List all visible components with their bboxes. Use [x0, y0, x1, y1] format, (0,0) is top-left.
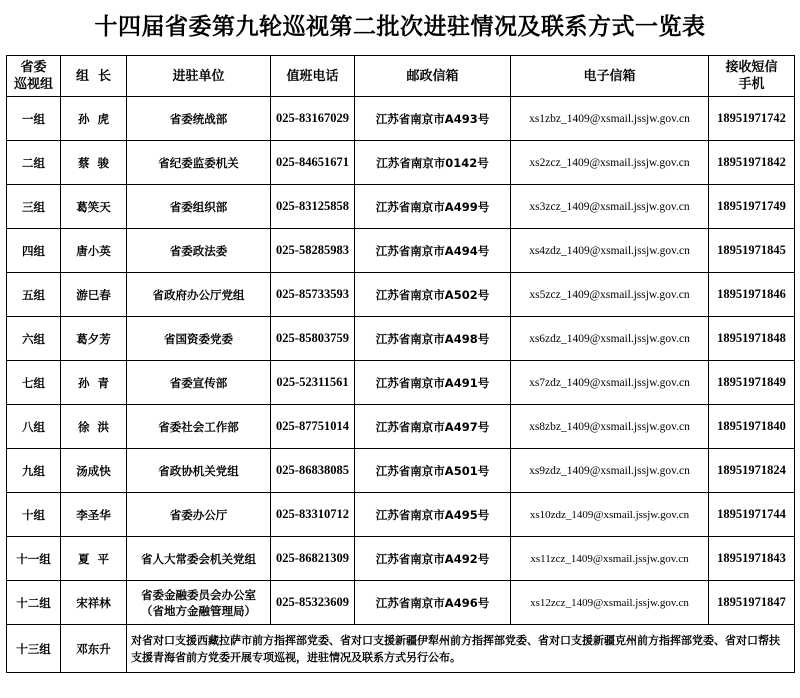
postal-box-cell: 江苏省南京市0142号 — [355, 141, 511, 185]
postal-box-cell: 江苏省南京市A502号 — [355, 273, 511, 317]
mobile-cell: 18951971840 — [709, 405, 795, 449]
postal-box-cell: 江苏省南京市A494号 — [355, 229, 511, 273]
header-group — [7, 56, 61, 97]
phone-cell: 025-85323609 — [271, 581, 355, 625]
table-row — [7, 537, 795, 581]
postal-box-cell: 江苏省南京市A498号 — [355, 317, 511, 361]
table-row — [7, 273, 795, 317]
unit-cell: 省委组织部 — [127, 185, 271, 229]
group-cell: 十一组 — [7, 537, 61, 581]
group-cell: 七组 — [7, 361, 61, 405]
group-cell: 十组 — [7, 493, 61, 537]
mobile-cell: 18951971842 — [709, 141, 795, 185]
phone-cell: 025-85803759 — [271, 317, 355, 361]
header-group-line2: 巡视组 — [13, 77, 53, 92]
postal-box-cell: 江苏省南京市A499号 — [355, 185, 511, 229]
postal-box-cell: 江苏省南京市A491号 — [355, 361, 511, 405]
table-row — [7, 229, 795, 273]
email-cell: xs4zdz_1409@xsmail.jssjw.gov.cn — [511, 229, 709, 273]
group-cell: 八组 — [7, 405, 61, 449]
table-row — [7, 185, 795, 229]
table-body — [7, 97, 795, 673]
header-email: 电子信箱 — [511, 56, 709, 97]
leader-cell: 宋祥林 — [61, 581, 127, 625]
unit-line-2: （省地方金融管理局） — [141, 603, 256, 618]
mobile-cell: 18951971742 — [709, 97, 795, 141]
table-row — [7, 141, 795, 185]
table-row — [7, 625, 795, 673]
table-row — [7, 97, 795, 141]
table-row — [7, 361, 795, 405]
phone-cell: 025-83310712 — [271, 493, 355, 537]
unit-cell: 省委政法委 — [127, 229, 271, 273]
email-cell: xs9zdz_1409@xsmail.jssjw.gov.cn — [511, 449, 709, 493]
note-cell: 对省对口支援西藏拉萨市前方指挥部党委、省对口支援新疆伊犁州前方指挥部党委、省对口支援新疆克州前方指挥部党委、省对口帮扶支援青海省前方党委开展专项巡视，进驻情况及联系方式另行公布。 — [127, 625, 795, 673]
email-cell: xs5zcz_1409@xsmail.jssjw.gov.cn — [511, 273, 709, 317]
unit-cell: 省委社会工作部 — [127, 405, 271, 449]
leader-cell: 李圣华 — [61, 493, 127, 537]
postal-box-cell: 江苏省南京市A495号 — [355, 493, 511, 537]
unit-cell: 省国资委党委 — [127, 317, 271, 361]
email-cell: xs10zdz_1409@xsmail.jssjw.gov.cn — [511, 493, 709, 537]
phone-cell: 025-83125858 — [271, 185, 355, 229]
table-row — [7, 449, 795, 493]
mobile-cell: 18951971845 — [709, 229, 795, 273]
phone-cell: 025-86838085 — [271, 449, 355, 493]
header-leader: 组 长 — [61, 56, 127, 97]
header-unit: 进驻单位 — [127, 56, 271, 97]
group-cell: 十三组 — [7, 625, 61, 673]
header-group-line1: 省委 — [20, 60, 47, 75]
mobile-cell: 18951971848 — [709, 317, 795, 361]
unit-cell: 省政府办公厅党组 — [127, 273, 271, 317]
header-sms-line1: 接收短信 — [725, 60, 778, 75]
table-row — [7, 317, 795, 361]
mobile-cell: 18951971824 — [709, 449, 795, 493]
email-cell: xs11zcz_1409@xsmail.jssjw.gov.cn — [511, 537, 709, 581]
postal-box-cell: 江苏省南京市A496号 — [355, 581, 511, 625]
unit-cell: 省委统战部 — [127, 97, 271, 141]
group-cell: 三组 — [7, 185, 61, 229]
table-row — [7, 405, 795, 449]
leader-cell: 邓东升 — [61, 625, 127, 673]
header-sms-line2: 手机 — [738, 77, 765, 92]
email-cell: xs3zcz_1409@xsmail.jssjw.gov.cn — [511, 185, 709, 229]
email-cell: xs2zcz_1409@xsmail.jssjw.gov.cn — [511, 141, 709, 185]
group-cell: 二组 — [7, 141, 61, 185]
email-cell: xs7zdz_1409@xsmail.jssjw.gov.cn — [511, 361, 709, 405]
table-row — [7, 581, 795, 625]
leader-cell: 葛笑天 — [61, 185, 127, 229]
phone-cell: 025-87751014 — [271, 405, 355, 449]
leader-cell: 葛夕芳 — [61, 317, 127, 361]
postal-box-cell: 江苏省南京市A501号 — [355, 449, 511, 493]
phone-cell: 025-58285983 — [271, 229, 355, 273]
table-row — [7, 493, 795, 537]
header-row — [7, 56, 795, 97]
leader-cell: 夏 平 — [61, 537, 127, 581]
leader-cell: 孙 青 — [61, 361, 127, 405]
mobile-cell: 18951971744 — [709, 493, 795, 537]
email-cell: xs8zbz_1409@xsmail.jssjw.gov.cn — [511, 405, 709, 449]
contact-table — [6, 55, 795, 673]
group-cell: 五组 — [7, 273, 61, 317]
group-cell: 一组 — [7, 97, 61, 141]
phone-cell: 025-86821309 — [271, 537, 355, 581]
leader-cell: 蔡 骏 — [61, 141, 127, 185]
group-cell: 四组 — [7, 229, 61, 273]
mobile-cell: 18951971846 — [709, 273, 795, 317]
phone-cell: 025-84651671 — [271, 141, 355, 185]
email-cell: xs12zcz_1409@xsmail.jssjw.gov.cn — [511, 581, 709, 625]
unit-line-1: 省委金融委员会办公室 — [141, 587, 256, 602]
leader-cell: 汤成快 — [61, 449, 127, 493]
unit-cell: 省政协机关党组 — [127, 449, 271, 493]
unit-cell: 省委宣传部 — [127, 361, 271, 405]
header-postal-box: 邮政信箱 — [355, 56, 511, 97]
document-title: 十四届省委第九轮巡视第二批次进驻情况及联系方式一览表 — [94, 14, 706, 40]
group-cell: 九组 — [7, 449, 61, 493]
phone-cell: 025-85733593 — [271, 273, 355, 317]
group-cell: 六组 — [7, 317, 61, 361]
postal-box-cell: 江苏省南京市A493号 — [355, 97, 511, 141]
email-cell: xs1zbz_1409@xsmail.jssjw.gov.cn — [511, 97, 709, 141]
leader-cell: 孙 虎 — [61, 97, 127, 141]
unit-cell: 省委办公厅 — [127, 493, 271, 537]
leader-cell: 唐小英 — [61, 229, 127, 273]
unit-cell: 省人大常委会机关党组 — [127, 537, 271, 581]
phone-cell: 025-52311561 — [271, 361, 355, 405]
postal-box-cell: 江苏省南京市A497号 — [355, 405, 511, 449]
phone-cell: 025-83167029 — [271, 97, 355, 141]
leader-cell: 游巳春 — [61, 273, 127, 317]
mobile-cell: 18951971847 — [709, 581, 795, 625]
header-duty-phone: 值班电话 — [271, 56, 355, 97]
mobile-cell: 18951971849 — [709, 361, 795, 405]
mobile-cell: 18951971843 — [709, 537, 795, 581]
unit-cell — [127, 581, 271, 625]
mobile-cell: 18951971749 — [709, 185, 795, 229]
group-cell: 十二组 — [7, 581, 61, 625]
unit-cell: 省纪委监委机关 — [127, 141, 271, 185]
email-cell: xs6zdz_1409@xsmail.jssjw.gov.cn — [511, 317, 709, 361]
leader-cell: 徐 洪 — [61, 405, 127, 449]
postal-box-cell: 江苏省南京市A492号 — [355, 537, 511, 581]
header-sms — [709, 56, 795, 97]
